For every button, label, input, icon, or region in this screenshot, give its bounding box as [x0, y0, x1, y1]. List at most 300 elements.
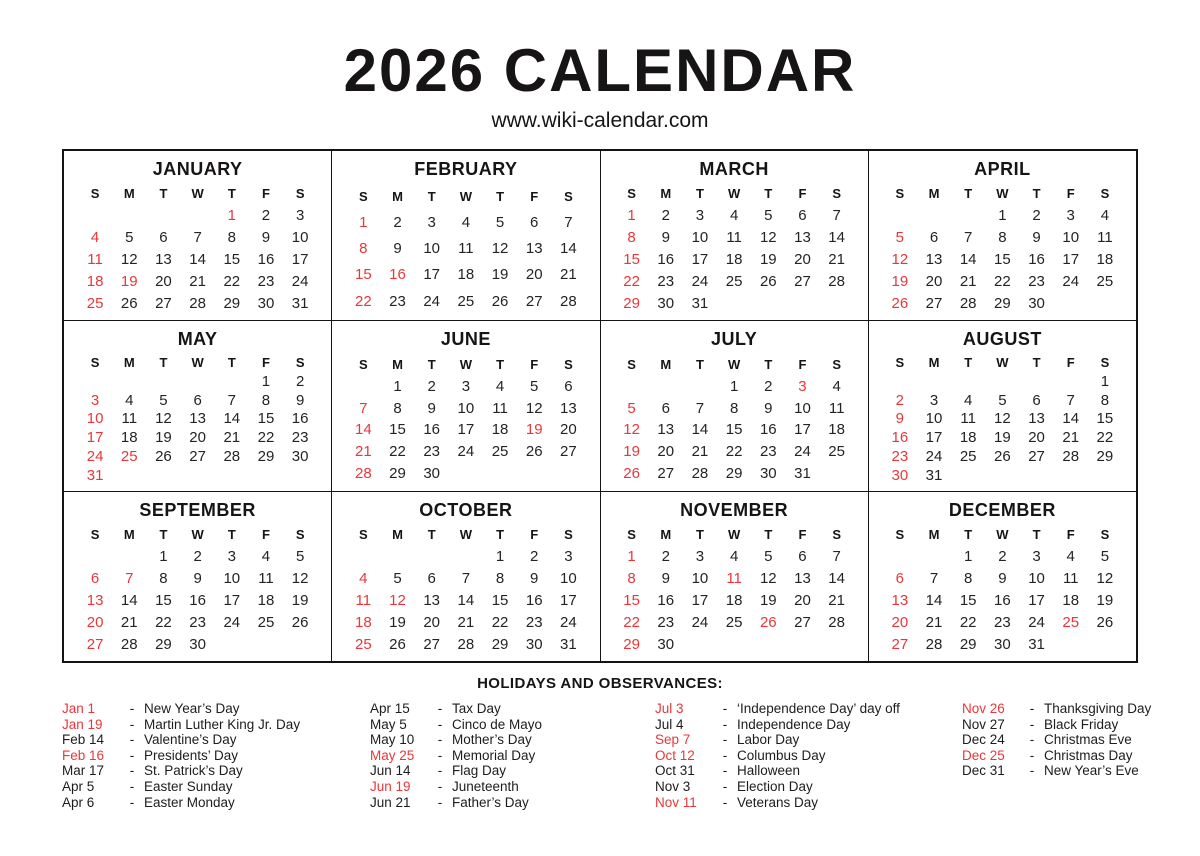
holiday-row — [370, 717, 655, 733]
day-of-week-header: M — [123, 527, 135, 543]
day-of-week-header: F — [262, 186, 270, 202]
date-cell: 28 — [959, 294, 977, 312]
date-cell: 5 — [495, 213, 505, 231]
date-cell: 7 — [929, 569, 939, 587]
date-cell: 10 — [86, 410, 104, 428]
date-cell: 26 — [1096, 613, 1114, 631]
day-of-week-header: F — [262, 527, 270, 543]
holiday-name: Presidents’ Day — [144, 747, 239, 763]
day-of-week-header: F — [530, 527, 539, 543]
month-july — [601, 321, 868, 490]
date-cell: 15 — [623, 251, 640, 269]
date-cell: 18 — [354, 613, 372, 631]
date-cell: 1 — [964, 547, 973, 565]
date-cell: 28 — [457, 635, 475, 653]
date-cell: 20 — [794, 591, 811, 609]
holiday-dash: - — [437, 716, 443, 732]
month-dates — [615, 353, 854, 484]
date-cell: 22 — [257, 429, 275, 447]
date-cell: 7 — [461, 569, 471, 587]
date-cell: 15 — [1096, 410, 1114, 428]
date-cell: 12 — [891, 251, 909, 269]
day-of-week-header: T — [427, 356, 436, 372]
date-cell: 10 — [560, 569, 577, 587]
day-of-week-header: W — [459, 356, 472, 372]
holiday-dash: - — [129, 701, 135, 716]
date-cell: 17 — [223, 591, 241, 609]
holiday-name: ‘Independence Day’ day off — [737, 701, 900, 716]
date-cell: 17 — [560, 591, 577, 609]
holiday-name: St. Patrick’s Day — [144, 763, 243, 779]
date-cell: 31 — [560, 635, 577, 653]
date-cell: 1 — [998, 207, 1007, 225]
month-dates — [78, 353, 317, 484]
date-cell: 16 — [389, 266, 406, 284]
date-cell: 22 — [491, 613, 509, 631]
holiday-column — [370, 701, 655, 810]
date-cell: 28 — [828, 613, 845, 631]
holiday-dash: - — [129, 794, 135, 810]
month-january — [64, 151, 331, 320]
date-cell: 12 — [525, 399, 543, 417]
holiday-dash: - — [1029, 747, 1035, 763]
date-cell: 6 — [564, 377, 573, 395]
date-cell: 2 — [1032, 207, 1041, 225]
date-cell: 19 — [291, 591, 309, 609]
date-cell: 27 — [189, 448, 206, 465]
holiday-date: Jul 3 — [655, 701, 684, 716]
date-cell: 24 — [691, 272, 709, 290]
day-of-week-header: T — [159, 186, 168, 202]
date-cell: 14 — [828, 229, 845, 247]
day-of-week-header: F — [1066, 355, 1075, 371]
date-cell: 27 — [794, 272, 811, 290]
day-of-week-header: F — [262, 355, 270, 371]
holiday-name: Labor Day — [737, 732, 800, 748]
holiday-dash: - — [1029, 701, 1035, 716]
holiday-date: Feb 14 — [62, 732, 105, 748]
date-cell: 16 — [994, 591, 1011, 609]
date-cell: 7 — [964, 229, 973, 247]
date-cell: 21 — [925, 613, 943, 631]
date-cell: 6 — [90, 569, 100, 587]
date-cell: 4 — [359, 569, 368, 587]
date-cell: 19 — [389, 613, 406, 631]
date-cell: 22 — [959, 613, 977, 631]
date-cell: 24 — [457, 443, 475, 461]
date-cell: 6 — [427, 569, 436, 587]
holiday-date: Jun 19 — [370, 778, 411, 794]
date-cell: 15 — [623, 591, 640, 609]
holiday-name: Mother’s Day — [452, 732, 532, 748]
date-cell: 15 — [491, 591, 509, 609]
date-cell: 28 — [189, 294, 206, 312]
holiday-row — [655, 748, 962, 764]
date-cell: 28 — [223, 448, 241, 465]
date-cell: 29 — [1096, 448, 1114, 465]
date-cell: 11 — [355, 591, 372, 609]
holiday-dash: - — [437, 794, 443, 810]
date-cell: 16 — [189, 591, 206, 609]
day-of-week-header: S — [295, 355, 305, 371]
date-cell: 31 — [86, 466, 104, 484]
date-cell: 6 — [193, 391, 202, 409]
date-cell: 18 — [86, 272, 104, 290]
date-cell: 9 — [1032, 229, 1041, 247]
month-october — [332, 492, 599, 661]
holiday-name: New Year’s Eve — [1044, 763, 1139, 779]
month-november — [601, 492, 868, 661]
holiday-date: Apr 5 — [62, 778, 95, 794]
date-cell: 22 — [623, 272, 640, 290]
date-cell: 2 — [764, 377, 773, 395]
date-cell: 1 — [627, 207, 636, 225]
date-cell: 20 — [423, 613, 441, 631]
date-cell: 29 — [623, 635, 640, 653]
day-of-week-header: S — [627, 186, 636, 202]
day-of-week-header: T — [227, 186, 236, 202]
day-of-week-header: M — [660, 186, 672, 202]
holiday-dash: - — [1029, 763, 1035, 779]
date-cell: 20 — [155, 272, 172, 290]
date-cell: 22 — [994, 272, 1011, 290]
day-of-week-header: T — [964, 527, 973, 543]
holidays-list — [62, 701, 1154, 810]
day-of-week-header: S — [895, 355, 905, 371]
month-title: JULY — [710, 329, 758, 350]
holiday-date: Dec 25 — [962, 747, 1005, 763]
date-cell: 9 — [427, 399, 436, 417]
date-cell: 26 — [994, 448, 1011, 465]
holiday-row — [62, 701, 370, 717]
day-of-week-header: M — [123, 355, 135, 371]
date-cell: 23 — [291, 429, 309, 447]
date-cell: 7 — [695, 399, 705, 417]
date-cell: 23 — [189, 613, 206, 631]
day-of-week-header: M — [928, 527, 940, 543]
day-of-week-header: M — [392, 356, 403, 372]
date-cell: 3 — [295, 207, 305, 225]
date-cell: 13 — [794, 569, 811, 587]
day-of-week-header: S — [90, 186, 100, 202]
date-cell: 30 — [257, 294, 275, 312]
holiday-row — [62, 763, 370, 779]
day-of-week-header: T — [964, 355, 973, 371]
day-of-week-header: M — [660, 356, 672, 372]
day-of-week-header: T — [496, 188, 505, 204]
date-cell: 27 — [925, 294, 943, 312]
holiday-dash: - — [722, 701, 728, 716]
month-august — [869, 321, 1136, 490]
month-title: NOVEMBER — [680, 499, 789, 520]
date-cell: 16 — [891, 429, 909, 447]
date-cell: 3 — [227, 547, 236, 565]
holiday-date: Mar 17 — [62, 763, 105, 779]
date-cell: 19 — [994, 429, 1011, 447]
date-cell: 10 — [691, 229, 709, 247]
day-of-week-header: S — [359, 356, 368, 372]
holiday-date: Feb 16 — [62, 747, 105, 763]
date-cell: 4 — [125, 391, 134, 409]
day-of-week-header: T — [227, 527, 236, 543]
date-cell: 13 — [657, 421, 675, 439]
holiday-date: Apr 6 — [62, 794, 95, 810]
date-cell: 21 — [223, 429, 241, 447]
date-cell: 26 — [120, 294, 138, 312]
day-of-week-header: T — [427, 527, 436, 543]
date-cell: 7 — [564, 213, 573, 231]
day-of-week-header: W — [727, 356, 741, 372]
holiday-name: Halloween — [737, 763, 801, 779]
day-of-week-header: T — [496, 356, 505, 372]
date-cell: 29 — [155, 635, 172, 653]
day-of-week-header: F — [798, 527, 807, 543]
date-cell: 22 — [1096, 429, 1114, 447]
holiday-date: Nov 11 — [655, 794, 697, 810]
date-cell: 12 — [291, 569, 309, 587]
date-cell: 11 — [828, 399, 845, 417]
date-cell: 11 — [726, 569, 742, 587]
date-cell: 13 — [155, 251, 172, 269]
month-dates — [346, 183, 585, 314]
date-cell: 6 — [798, 207, 807, 225]
month-title: JUNE — [440, 329, 491, 350]
date-cell: 16 — [423, 421, 441, 439]
date-cell: 27 — [525, 292, 543, 310]
date-cell: 14 — [189, 251, 206, 269]
date-cell: 12 — [759, 229, 777, 247]
date-cell: 16 — [525, 591, 543, 609]
month-dates — [346, 524, 585, 655]
date-cell: 16 — [657, 591, 675, 609]
holiday-dash: - — [722, 794, 728, 810]
date-cell: 4 — [461, 213, 471, 231]
date-cell: 11 — [960, 410, 976, 428]
date-cell: 28 — [560, 292, 577, 310]
date-cell: 14 — [457, 591, 475, 609]
day-of-week-header: T — [764, 527, 773, 543]
holiday-dash: - — [437, 747, 443, 763]
date-cell: 20 — [925, 272, 943, 290]
day-of-week-header: T — [764, 186, 773, 202]
day-of-week-header: S — [295, 186, 305, 202]
day-of-week-header: T — [159, 355, 168, 371]
date-cell: 9 — [261, 229, 271, 247]
date-cell: 2 — [295, 372, 305, 390]
date-cell: 23 — [759, 443, 777, 461]
date-cell: 9 — [895, 410, 904, 428]
month-march — [601, 151, 868, 320]
date-cell: 14 — [354, 421, 372, 439]
date-cell: 13 — [794, 229, 811, 247]
date-cell: 26 — [759, 272, 777, 290]
date-cell: 19 — [120, 272, 138, 290]
holiday-dash: - — [129, 716, 135, 732]
month-june — [332, 321, 599, 490]
date-cell: 3 — [90, 391, 100, 409]
date-cell: 27 — [423, 635, 441, 653]
month-title: APRIL — [974, 159, 1031, 179]
date-cell: 26 — [525, 443, 543, 461]
month-title: AUGUST — [962, 329, 1042, 350]
date-cell: 21 — [189, 272, 206, 290]
holiday-name: Easter Monday — [144, 794, 235, 810]
holiday-name: Election Day — [737, 778, 813, 794]
day-of-week-header: F — [530, 188, 539, 204]
day-of-week-header: T — [1032, 186, 1041, 202]
day-of-week-header: S — [832, 527, 841, 543]
day-of-week-header: T — [695, 527, 704, 543]
date-cell: 11 — [492, 399, 508, 417]
date-cell: 17 — [1028, 591, 1045, 609]
holiday-dash: - — [722, 732, 728, 748]
date-cell: 22 — [389, 443, 406, 461]
website-url: www.wiki-calendar.com — [491, 109, 709, 132]
date-cell: 3 — [929, 391, 939, 409]
date-cell: 26 — [389, 635, 406, 653]
date-cell: 21 — [691, 443, 709, 461]
date-cell: 8 — [359, 240, 368, 258]
holiday-date: Nov 27 — [962, 716, 1005, 732]
holiday-date: Dec 31 — [962, 763, 1005, 779]
date-cell: 14 — [828, 569, 845, 587]
holiday-date: Dec 24 — [962, 732, 1005, 748]
date-cell: 1 — [627, 547, 636, 565]
date-cell: 11 — [458, 240, 474, 258]
date-cell: 18 — [120, 429, 138, 447]
day-of-week-header: M — [123, 186, 135, 202]
date-cell: 25 — [86, 294, 104, 312]
date-cell: 24 — [691, 613, 709, 631]
date-cell: 9 — [530, 569, 539, 587]
date-cell: 5 — [627, 399, 636, 417]
date-cell: 29 — [223, 294, 241, 312]
holiday-name: Cinco de Mayo — [452, 716, 543, 732]
holiday-dash: - — [129, 747, 135, 763]
date-cell: 18 — [1062, 591, 1080, 609]
date-cell: 8 — [393, 399, 402, 417]
holiday-date: Jun 21 — [370, 794, 411, 810]
month-title: FEBRUARY — [414, 159, 518, 179]
holiday-date: Jul 4 — [655, 716, 684, 732]
holiday-dash: - — [1029, 732, 1035, 748]
date-cell: 23 — [891, 448, 909, 465]
day-of-week-header: W — [191, 186, 204, 202]
date-cell: 21 — [1062, 429, 1080, 447]
holiday-name: Memorial Day — [452, 747, 536, 763]
date-cell: 5 — [530, 377, 539, 395]
date-cell: 11 — [1097, 229, 1113, 247]
day-of-week-header: T — [964, 186, 973, 202]
date-cell: 13 — [925, 251, 943, 269]
holiday-row — [655, 717, 962, 733]
date-cell: 10 — [423, 240, 441, 258]
date-cell: 13 — [891, 591, 909, 609]
date-cell: 25 — [491, 443, 509, 461]
date-cell: 30 — [423, 465, 441, 483]
holiday-name: Valentine’s Day — [144, 732, 237, 748]
date-cell: 11 — [726, 229, 742, 247]
date-cell: 28 — [828, 272, 845, 290]
holiday-row — [370, 779, 655, 795]
holiday-name: Independence Day — [737, 716, 851, 732]
date-cell: 9 — [393, 240, 402, 258]
date-cell: 20 — [525, 266, 543, 284]
date-cell: 12 — [155, 410, 172, 428]
calendar-grid — [62, 149, 1138, 663]
holiday-name: Veterans Day — [737, 794, 819, 810]
date-cell: 8 — [1100, 391, 1110, 409]
holiday-row — [655, 732, 962, 748]
date-cell: 20 — [891, 613, 909, 631]
date-cell: 1 — [227, 207, 236, 225]
date-cell: 25 — [120, 448, 138, 465]
holiday-row — [370, 732, 655, 748]
date-cell: 26 — [891, 294, 909, 312]
date-cell: 8 — [227, 229, 236, 247]
date-cell: 28 — [120, 635, 138, 653]
day-of-week-header: F — [798, 186, 807, 202]
date-cell: 20 — [189, 429, 206, 447]
date-cell: 10 — [691, 569, 709, 587]
day-of-week-header: T — [159, 527, 168, 543]
date-cell: 29 — [491, 635, 509, 653]
date-cell: 21 — [560, 266, 577, 284]
day-of-week-header: M — [928, 355, 940, 371]
date-cell: 7 — [832, 547, 841, 565]
date-cell: 13 — [1028, 410, 1045, 428]
date-cell: 4 — [261, 547, 271, 565]
day-of-week-header: T — [496, 527, 505, 543]
date-cell: 17 — [691, 251, 709, 269]
date-cell: 12 — [389, 591, 406, 609]
day-of-week-header: S — [295, 527, 305, 543]
holiday-name: Christmas Day — [1044, 747, 1133, 763]
date-cell: 30 — [994, 635, 1011, 653]
date-cell: 7 — [193, 229, 202, 247]
holiday-row — [962, 763, 1152, 779]
date-cell: 17 — [794, 421, 811, 439]
date-cell: 8 — [998, 229, 1007, 247]
holiday-dash: - — [722, 763, 728, 779]
date-cell: 21 — [959, 272, 977, 290]
holiday-name: Juneteenth — [452, 778, 519, 794]
holiday-row — [62, 748, 370, 764]
day-of-week-header: F — [530, 356, 539, 372]
holiday-row — [62, 795, 370, 811]
date-cell: 22 — [223, 272, 241, 290]
day-of-week-header: S — [895, 527, 905, 543]
date-cell: 19 — [155, 429, 172, 447]
date-cell: 1 — [495, 547, 505, 565]
date-cell: 25 — [457, 292, 475, 310]
day-of-week-header: F — [1066, 527, 1075, 543]
date-cell: 28 — [925, 635, 943, 653]
date-cell: 4 — [1066, 547, 1075, 565]
date-cell: 18 — [257, 591, 275, 609]
month-dates — [615, 524, 854, 655]
month-title: MAY — [177, 329, 218, 350]
date-cell: 8 — [627, 229, 636, 247]
date-cell: 29 — [725, 465, 743, 483]
date-cell: 2 — [193, 547, 202, 565]
date-cell: 15 — [725, 421, 743, 439]
day-of-week-header: T — [764, 356, 773, 372]
date-cell: 5 — [125, 229, 134, 247]
date-cell: 2 — [261, 207, 271, 225]
date-cell: 17 — [291, 251, 309, 269]
holiday-dash: - — [437, 701, 443, 716]
